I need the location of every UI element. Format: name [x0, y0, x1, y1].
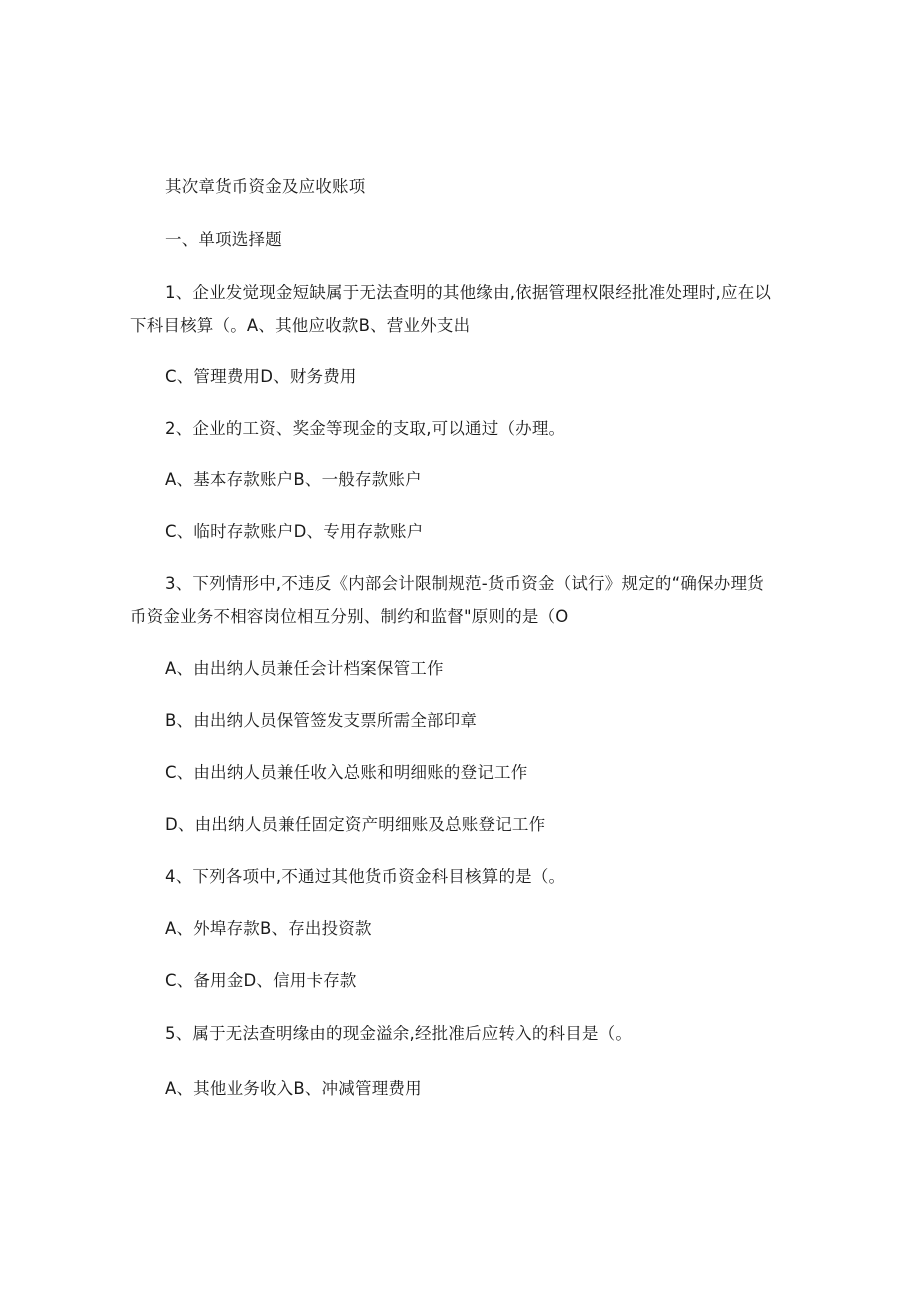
question-3-option-b: B、由出纳人员保管签发支票所需全部印章: [165, 711, 478, 730]
question-5-options-ab: A、其他业务收入B、冲减管理费用: [165, 1079, 422, 1098]
chapter-title: 其次章货币资金及应收账项: [165, 177, 366, 196]
question-2-options-cd: C、临时存款账户D、专用存款账户: [165, 522, 424, 541]
question-2-options-ab: A、基本存款账户B、一般存款账户: [165, 470, 422, 489]
question-3-option-d: D、由出纳人员兼任固定资产明细账及总账登记工作: [165, 815, 546, 834]
question-4-stem: 4、下列各项中,不通过其他货币资金科目核算的是（。: [165, 867, 566, 886]
question-4-options-cd: C、备用金D、信用卡存款: [165, 971, 357, 990]
question-3-line-2: 币资金业务不相容岗位相互分别、制约和监督"原则的是（O: [130, 607, 569, 626]
question-1-options-cd: C、管理费用D、财务费用: [165, 367, 357, 386]
question-3-line-1: 3、下列情形中,不违反《内部会计限制规范-货币资金（试行》规定的“确保办理货: [165, 574, 764, 593]
question-1-line-2: 下科目核算（。A、其他应收款B、营业外支出: [130, 316, 471, 335]
question-5-stem: 5、属于无法查明缘由的现金溢余,经批准后应转入的科目是（。: [165, 1024, 633, 1043]
question-1-line-1: 1、企业发觉现金短缺属于无法查明的其他缘由,依据管理权限经批准处理时,应在以: [165, 283, 772, 302]
question-4-options-ab: A、外埠存款B、存出投资款: [165, 919, 372, 938]
section-title: 一、单项选择题: [165, 230, 282, 249]
question-2-stem: 2、企业的工资、奖金等现金的支取,可以通过（办理。: [165, 419, 566, 438]
question-3-option-a: A、由出纳人员兼任会计档案保管工作: [165, 659, 444, 678]
question-3-option-c: C、由出纳人员兼任收入总账和明细账的登记工作: [165, 763, 528, 782]
